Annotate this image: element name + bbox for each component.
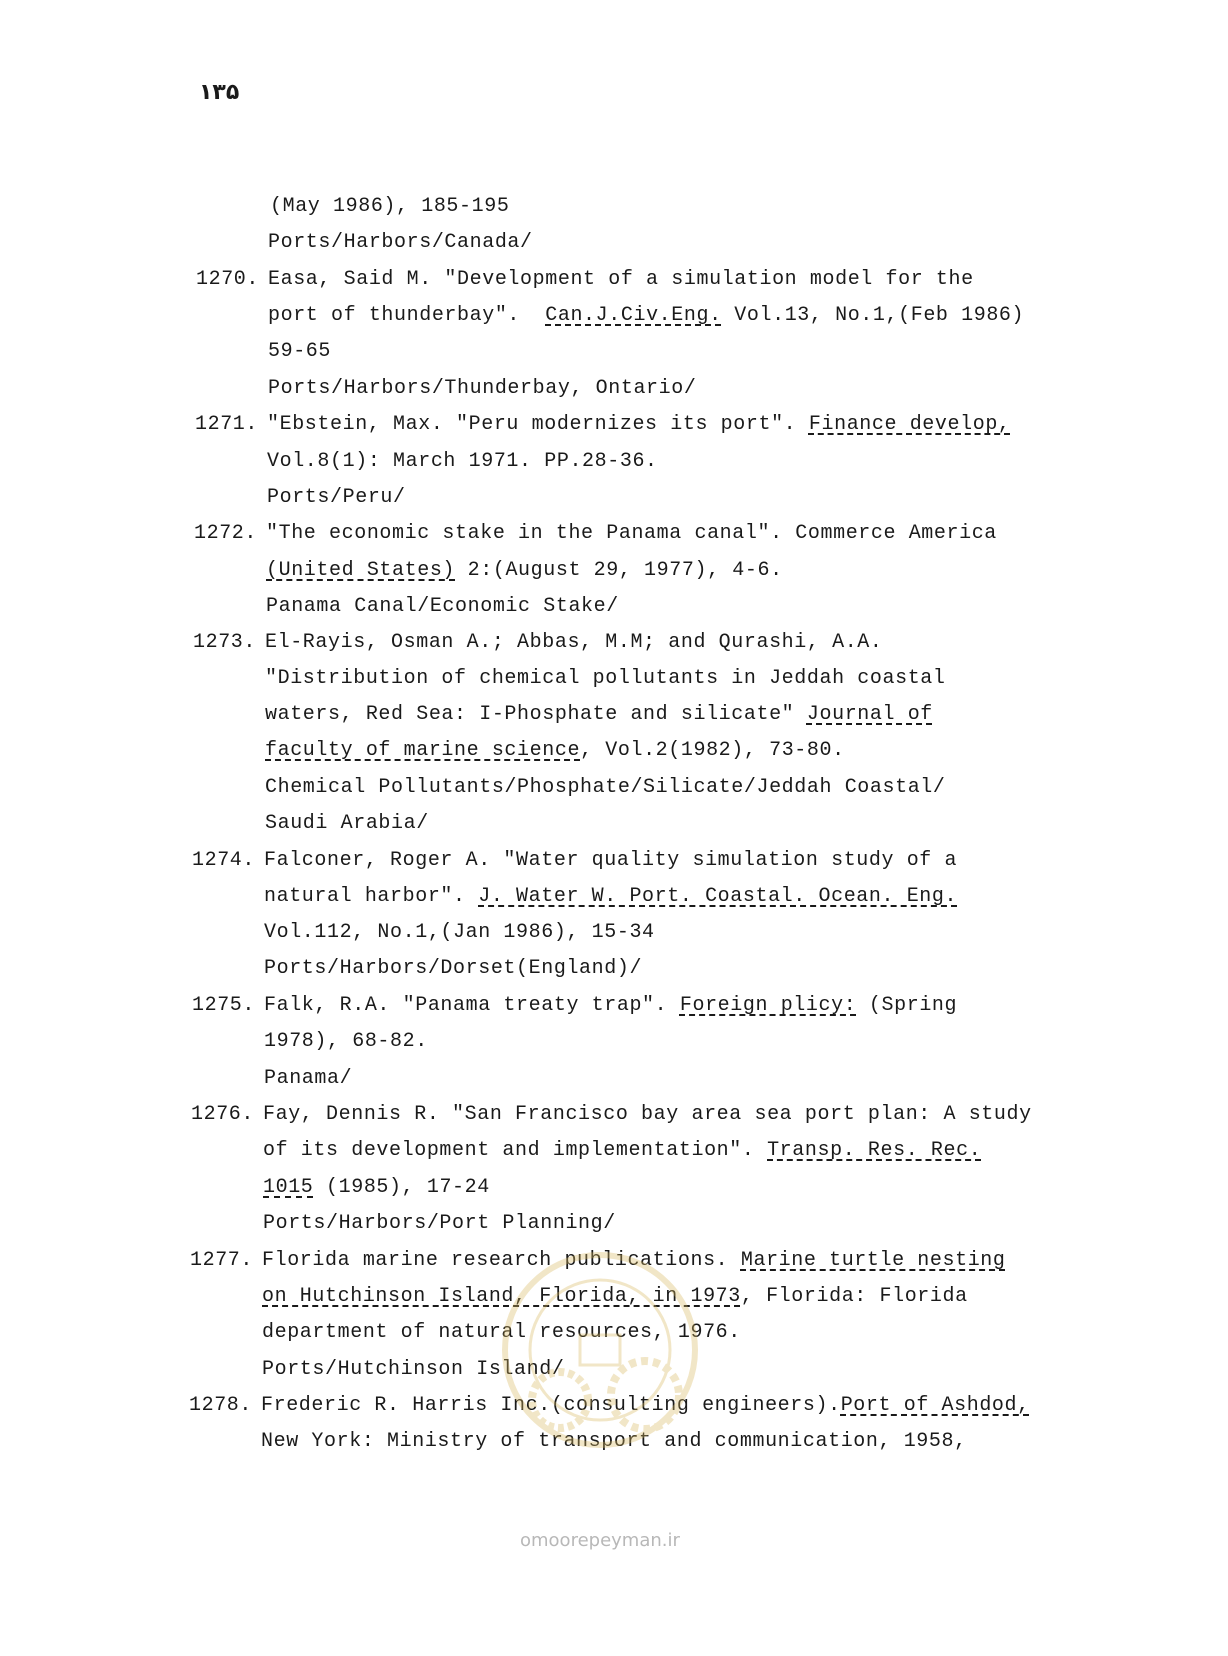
ref-line: department of natural resources, 1976. <box>262 1321 741 1344</box>
ref-line: Chemical Pollutants/Phosphate/Silicate/Jeddah Coastal/ <box>265 776 946 799</box>
ref-line: Ports/Harbors/Port Planning/ <box>263 1212 616 1235</box>
journal-title: Can.J.Civ.Eng. <box>545 304 722 327</box>
ref-line: Falk, R.A. "Panama treaty trap". Foreign plicy: (Spring <box>264 994 958 1017</box>
ref-line: Ports/Hutchinson Island/ <box>262 1358 565 1381</box>
journal-title: faculty of marine science <box>265 739 581 762</box>
ref-line: Ports/Peru/ <box>267 486 406 509</box>
journal-title: Finance develop, <box>808 413 1011 436</box>
journal-title: J. Water W. Port. Coastal. Ocean. Eng. <box>478 885 958 908</box>
entry-number: 1278. <box>189 1394 253 1417</box>
entry-number: 1272. <box>194 522 258 545</box>
ref-line: Frederic R. Harris Inc.(consulting engineers).Port of Ashdod, <box>261 1394 1030 1417</box>
ref-line: Falconer, Roger A. "Water quality simulation study of a <box>264 849 958 872</box>
ref-line: Panama/ <box>264 1067 353 1090</box>
ref-line: "Distribution of chemical pollutants in Jeddah coastal <box>265 667 946 690</box>
ref-line: Vol.8(1): March 1971. PP.28-36. <box>267 450 658 473</box>
ref-line: Ports/Harbors/Dorset(England)/ <box>264 957 643 980</box>
ref-line: Easa, Said M. "Development of a simulation model for the <box>268 268 974 291</box>
ref-line: Fay, Dennis R. "San Francisco bay area sea port plan: A study <box>263 1103 1032 1126</box>
ref-line: 1978), 68-82. <box>264 1030 428 1053</box>
ref-line: New York: Ministry of transport and communication, 1958, <box>261 1430 967 1453</box>
journal-title: Journal of <box>806 703 933 726</box>
journal-title: on Hutchinson Island, Florida, in 1973 <box>262 1285 741 1308</box>
journal-title: (United States) <box>266 559 456 582</box>
ref-line: Florida marine research publications. Marine turtle nesting <box>262 1249 1006 1272</box>
ref-line: "Ebstein, Max. "Peru modernizes its port". Finance develop, <box>267 413 1011 436</box>
ref-line: El-Rayis, Osman A.; Abbas, M.M; and Qurashi, A.A. <box>265 631 883 654</box>
journal-title: 1015 <box>263 1176 314 1199</box>
page-number: ۱۳۵ <box>199 80 240 105</box>
watermark-text: omoorepeyman.ir <box>520 1530 680 1551</box>
journal-title: Port of Ashdod, <box>840 1394 1030 1417</box>
ref-line: waters, Red Sea: I-Phosphate and silicate" Journal of <box>265 703 933 726</box>
ref-line: (May 1986), 185-195 <box>270 195 510 218</box>
ref-line: Saudi Arabia/ <box>265 812 429 835</box>
ref-line: 59-65 <box>268 340 332 363</box>
entry-number: 1273. <box>193 631 257 654</box>
ref-line: Panama Canal/Economic Stake/ <box>266 595 619 618</box>
ref-line: of its development and implementation". Transp. Res. Rec. <box>263 1139 982 1162</box>
ref-line: faculty of marine science, Vol.2(1982), 73-80. <box>265 739 845 762</box>
ref-line: (United States) 2:(August 29, 1977), 4-6. <box>266 559 783 582</box>
entry-number: 1271. <box>195 413 259 436</box>
entry-number: 1275. <box>192 994 256 1017</box>
ref-line: Ports/Harbors/Thunderbay, Ontario/ <box>268 377 697 400</box>
ref-line: Ports/Harbors/Canada/ <box>268 231 533 254</box>
ref-line: Vol.112, No.1,(Jan 1986), 15-34 <box>264 921 655 944</box>
ref-line: on Hutchinson Island, Florida, in 1973, Florida: Florida <box>262 1285 968 1308</box>
ref-line: 1015 (1985), 17-24 <box>263 1176 490 1199</box>
journal-title: Transp. Res. Rec. <box>767 1139 982 1162</box>
journal-title: Foreign plicy: <box>679 994 857 1017</box>
journal-title: Marine turtle nesting <box>740 1249 1006 1272</box>
ref-line: natural harbor". J. Water W. Port. Coastal. Ocean. Eng. <box>264 885 958 908</box>
entry-number: 1274. <box>192 849 256 872</box>
ref-line: port of thunderbay". Can.J.Civ.Eng. Vol.13, No.1,(Feb 1986) <box>268 304 1025 327</box>
entry-number: 1276. <box>191 1103 255 1126</box>
ref-line: "The economic stake in the Panama canal". Commerce America <box>266 522 997 545</box>
entry-number: 1277. <box>190 1249 254 1272</box>
watermark-logo-icon <box>480 1240 720 1480</box>
entry-number: 1270. <box>196 268 260 291</box>
